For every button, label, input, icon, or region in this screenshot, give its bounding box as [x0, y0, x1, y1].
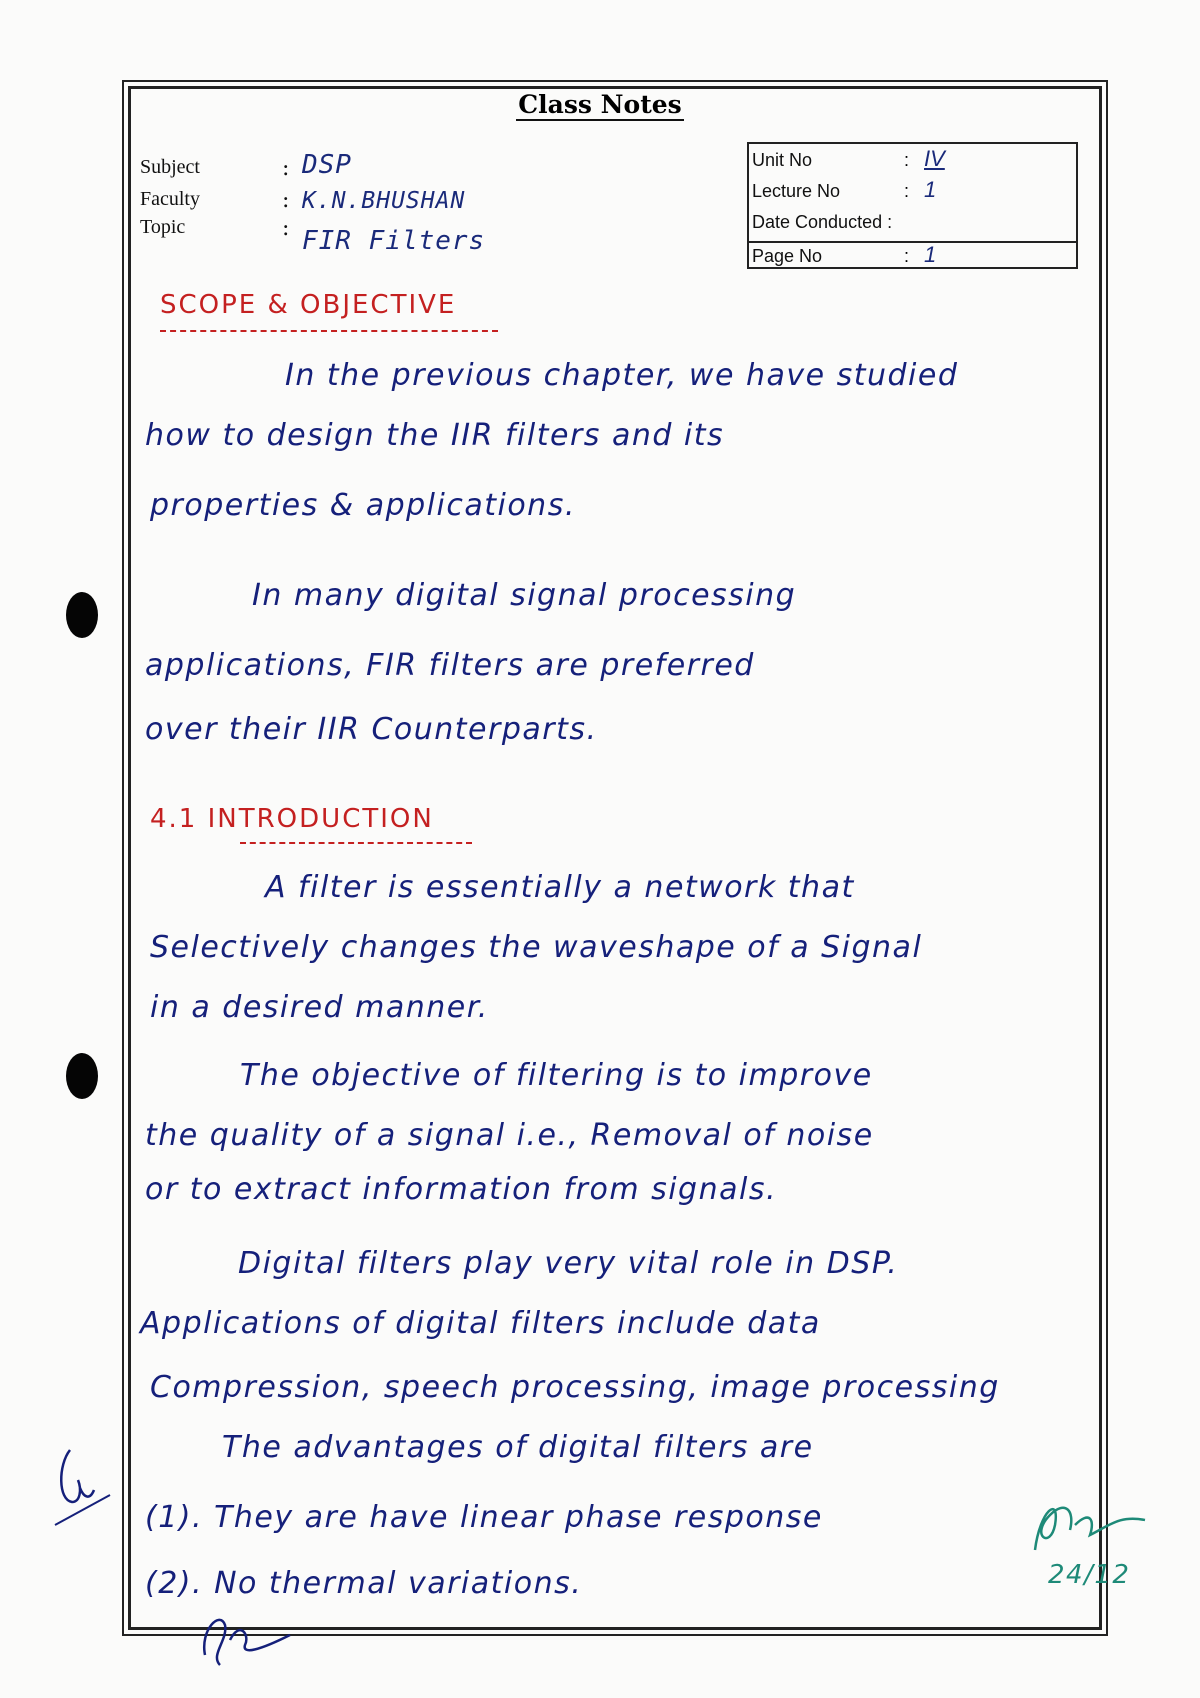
intro-line-5: the quality of a signal i.e., Removal of noise — [145, 1118, 874, 1153]
topic-value: FIR Filters — [302, 226, 486, 256]
page-value: 1 — [924, 242, 937, 267]
subject-colon: : — [282, 156, 290, 181]
lecture-value: 1 — [924, 177, 937, 202]
scope-heading-underline — [160, 330, 498, 332]
intro-line-9: Compression, speech processing, image processing — [150, 1370, 1000, 1405]
intro-line-3: in a desired manner. — [150, 990, 489, 1025]
faculty-colon: : — [282, 188, 290, 213]
intro-line-11: (1). They are have linear phase response — [145, 1500, 823, 1535]
unit-colon: : — [904, 150, 910, 170]
intro-line-6: or to extract information from signals. — [145, 1172, 777, 1207]
scope-line-5: applications, FIR filters are preferred — [145, 648, 755, 683]
faculty-label: Faculty — [140, 188, 200, 210]
topic-colon: : — [282, 216, 290, 241]
checked-date-mark: 24/12 — [1048, 1560, 1131, 1590]
scope-line-1: In the previous chapter, we have studied — [285, 358, 959, 393]
unit-label: Unit No — [752, 150, 813, 170]
scope-line-2: how to design the IIR filters and its — [145, 418, 725, 453]
punch-hole-bottom — [66, 1053, 98, 1099]
subject-label: Subject — [140, 156, 200, 178]
faculty-value: K.N.BHUSHAN — [302, 188, 466, 214]
unit-value: IV — [924, 146, 945, 171]
intro-line-10: The advantages of digital filters are — [222, 1430, 814, 1465]
lecture-colon: : — [904, 181, 910, 201]
page-colon: : — [904, 246, 910, 266]
intro-line-1: A filter is essentially a network that — [265, 870, 855, 905]
scope-line-6: over their IIR Counterparts. — [145, 712, 598, 747]
intro-line-12: (2). No thermal variations. — [145, 1566, 583, 1601]
lecture-info-box — [747, 142, 1078, 269]
intro-heading-underline — [240, 842, 472, 844]
info-divider — [749, 241, 1076, 243]
page-title: Class Notes — [518, 90, 682, 119]
intro-line-2: Selectively changes the waveshape of a Signal — [150, 930, 923, 965]
lecture-label: Lecture No — [752, 181, 841, 201]
subject-value: DSP — [302, 150, 352, 180]
date-label: Date Conducted : — [752, 212, 893, 232]
intro-line-4: The objective of filtering is to improve — [240, 1058, 873, 1093]
scope-line-4: In many digital signal processing — [252, 578, 797, 613]
intro-heading: 4.1 INTRODUCTION — [150, 804, 434, 834]
page-label: Page No — [752, 246, 823, 266]
topic-label: Topic — [140, 216, 186, 238]
scope-heading: SCOPE & OBJECTIVE — [160, 290, 457, 320]
bottom-initial-signature — [190, 1600, 300, 1670]
punch-hole-top — [66, 592, 98, 638]
intro-line-8: Applications of digital filters include data — [140, 1306, 821, 1341]
scope-line-3: properties & applications. — [150, 488, 576, 523]
margin-initial-mark — [50, 1440, 120, 1530]
intro-line-7: Digital filters play very vital role in DSP. — [238, 1246, 899, 1281]
